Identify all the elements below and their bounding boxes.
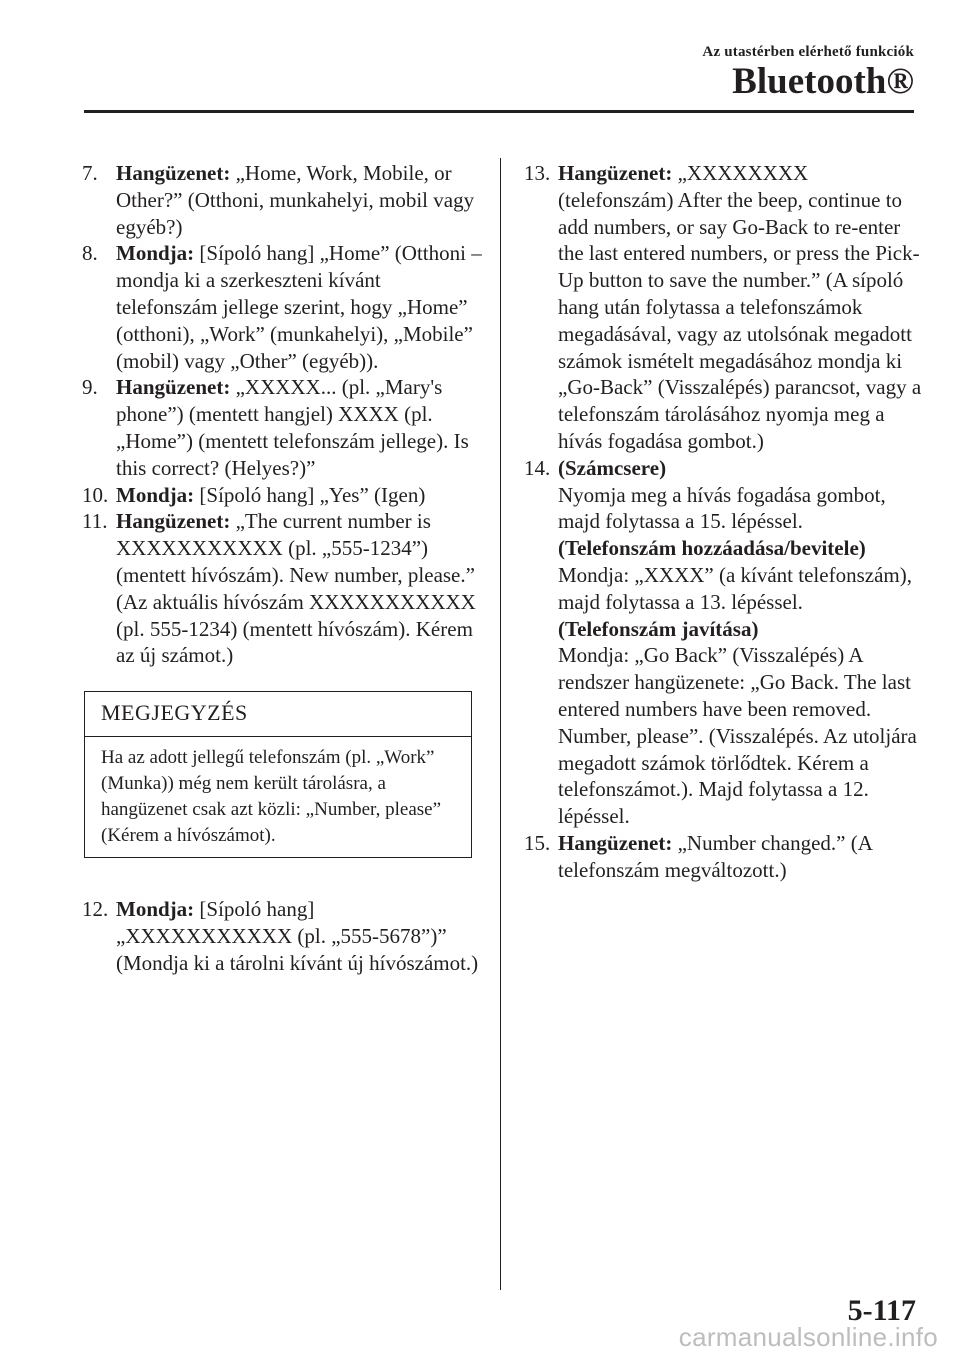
subheading: (Telefonszám javítása) — [558, 616, 759, 641]
step-10 — [82, 482, 482, 509]
step-text: „Number changed.” (A telefonszám megváltozott.) — [558, 830, 872, 882]
running-header-section: Az utastérben elérhető funkciók — [702, 44, 914, 60]
step-11 — [82, 508, 482, 669]
note-box — [84, 691, 472, 858]
step-number: 14. — [524, 455, 551, 480]
step-text: „XXXXX... (pl. „Mary's phone”) (mentett hangjel) XXXX (pl. „Home”) (mentett telefonszám jellege). Is this correct? (Helyes?)” — [116, 375, 469, 480]
step-12 — [82, 896, 482, 976]
watermark: carmanualsonline.info — [678, 1322, 938, 1352]
step-number: 12. — [82, 897, 109, 922]
page-number: 5-117 — [847, 1294, 916, 1327]
page-title: Bluetooth® — [732, 61, 914, 102]
step-number: 7. — [82, 161, 98, 185]
right-column — [524, 160, 924, 884]
step-label: Hangüzenet: — [558, 830, 673, 855]
step-text: „The current number is XXXXXXXXXXX (pl. „555-1234”) (mentett hívószám). New number, please.” (Az aktuális hívószám XXXXXXXXXXX (pl. 555-1234) (mentett hívószám). Kérem az új számot.) — [116, 509, 476, 668]
step-paragraph: Mondja: „XXXX” (a kívánt telefonszám), majd folytassa a 13. lépéssel. — [558, 562, 912, 614]
left-column — [82, 160, 482, 977]
step-14 — [524, 455, 924, 830]
step-9 — [82, 374, 482, 481]
step-8 — [82, 240, 482, 374]
step-number: 8. — [82, 241, 98, 266]
header-rule — [84, 110, 914, 113]
subheading: (Telefonszám hozzáadása/bevitele) — [558, 536, 866, 561]
note-title: MEGJEGYZÉS — [85, 692, 471, 737]
step-label: Hangüzenet: — [116, 161, 231, 185]
step-text: „XXXXXXXX (telefonszám) After the beep, continue to add numbers, or say Go-Back to re-enter the last entered numbers, or press the Pick-Up button to save the number.” (A sípoló hang után folytassa a telefonszámok megadásával, vagy az utolsónak megadott számok ismételt megadásához mondja ki „Go-Back” (Visszalépés) parancsot, vagy a telefonszám tárolásához nyomja meg a hívás fogadása gombot.) — [558, 161, 922, 453]
step-13 — [524, 160, 924, 455]
step-label: Mondja: — [116, 482, 195, 507]
step-7 — [82, 160, 482, 240]
step-number: 11. — [82, 509, 108, 534]
step-label: Hangüzenet: — [116, 509, 231, 534]
step-paragraph: Mondja: „Go Back” (Visszalépés) A rendszer hangüzenete: „Go Back. The last entered numbers have been removed. Number, please”. (Visszalépés. Az utoljára megadott számok törlődtek. Kérem a telefonszámot.). Majd folytassa a 12. lépéssel. — [558, 643, 917, 829]
step-number: 10. — [82, 482, 109, 507]
step-number: 13. — [524, 161, 551, 185]
step-text: „Home, Work, Mobile, or Other?” (Otthoni, munkahelyi, mobil vagy egyéb?) — [116, 161, 475, 239]
note-body: Ha az adott jellegű telefonszám (pl. „Work” (Munka)) még nem került tárolásra, a hangüzenet csak azt közli: „Number, please” (Kérem a hívószámot). — [101, 747, 442, 847]
step-15 — [524, 830, 924, 884]
column-divider — [500, 158, 501, 1290]
step-label: Mondja: — [116, 897, 195, 922]
step-label: Hangüzenet: — [558, 161, 673, 185]
step-paragraph: Nyomja meg a hívás fogadása gombot, majd folytassa a 15. lépéssel. — [558, 482, 886, 534]
step-number: 9. — [82, 375, 98, 400]
step-label: (Számcsere) — [558, 455, 667, 480]
step-number: 15. — [524, 830, 551, 855]
step-text: [Sípoló hang] „Home” (Otthoni – mondja ki a szerkeszteni kívánt telefonszám jellege szerint, hogy „Home” (otthoni), „Work” (munkahelyi), „Mobile” (mobil) vagy „Other” (egyéb)). — [116, 241, 482, 373]
step-text: [Sípoló hang] „XXXXXXXXXXX (pl. „555-5678”)” (Mondja ki a tárolni kívánt új hívószámot.) — [116, 897, 479, 975]
step-label: Hangüzenet: — [116, 375, 231, 400]
step-text: [Sípoló hang] „Yes” (Igen) — [194, 482, 426, 507]
step-label: Mondja: — [116, 241, 195, 266]
